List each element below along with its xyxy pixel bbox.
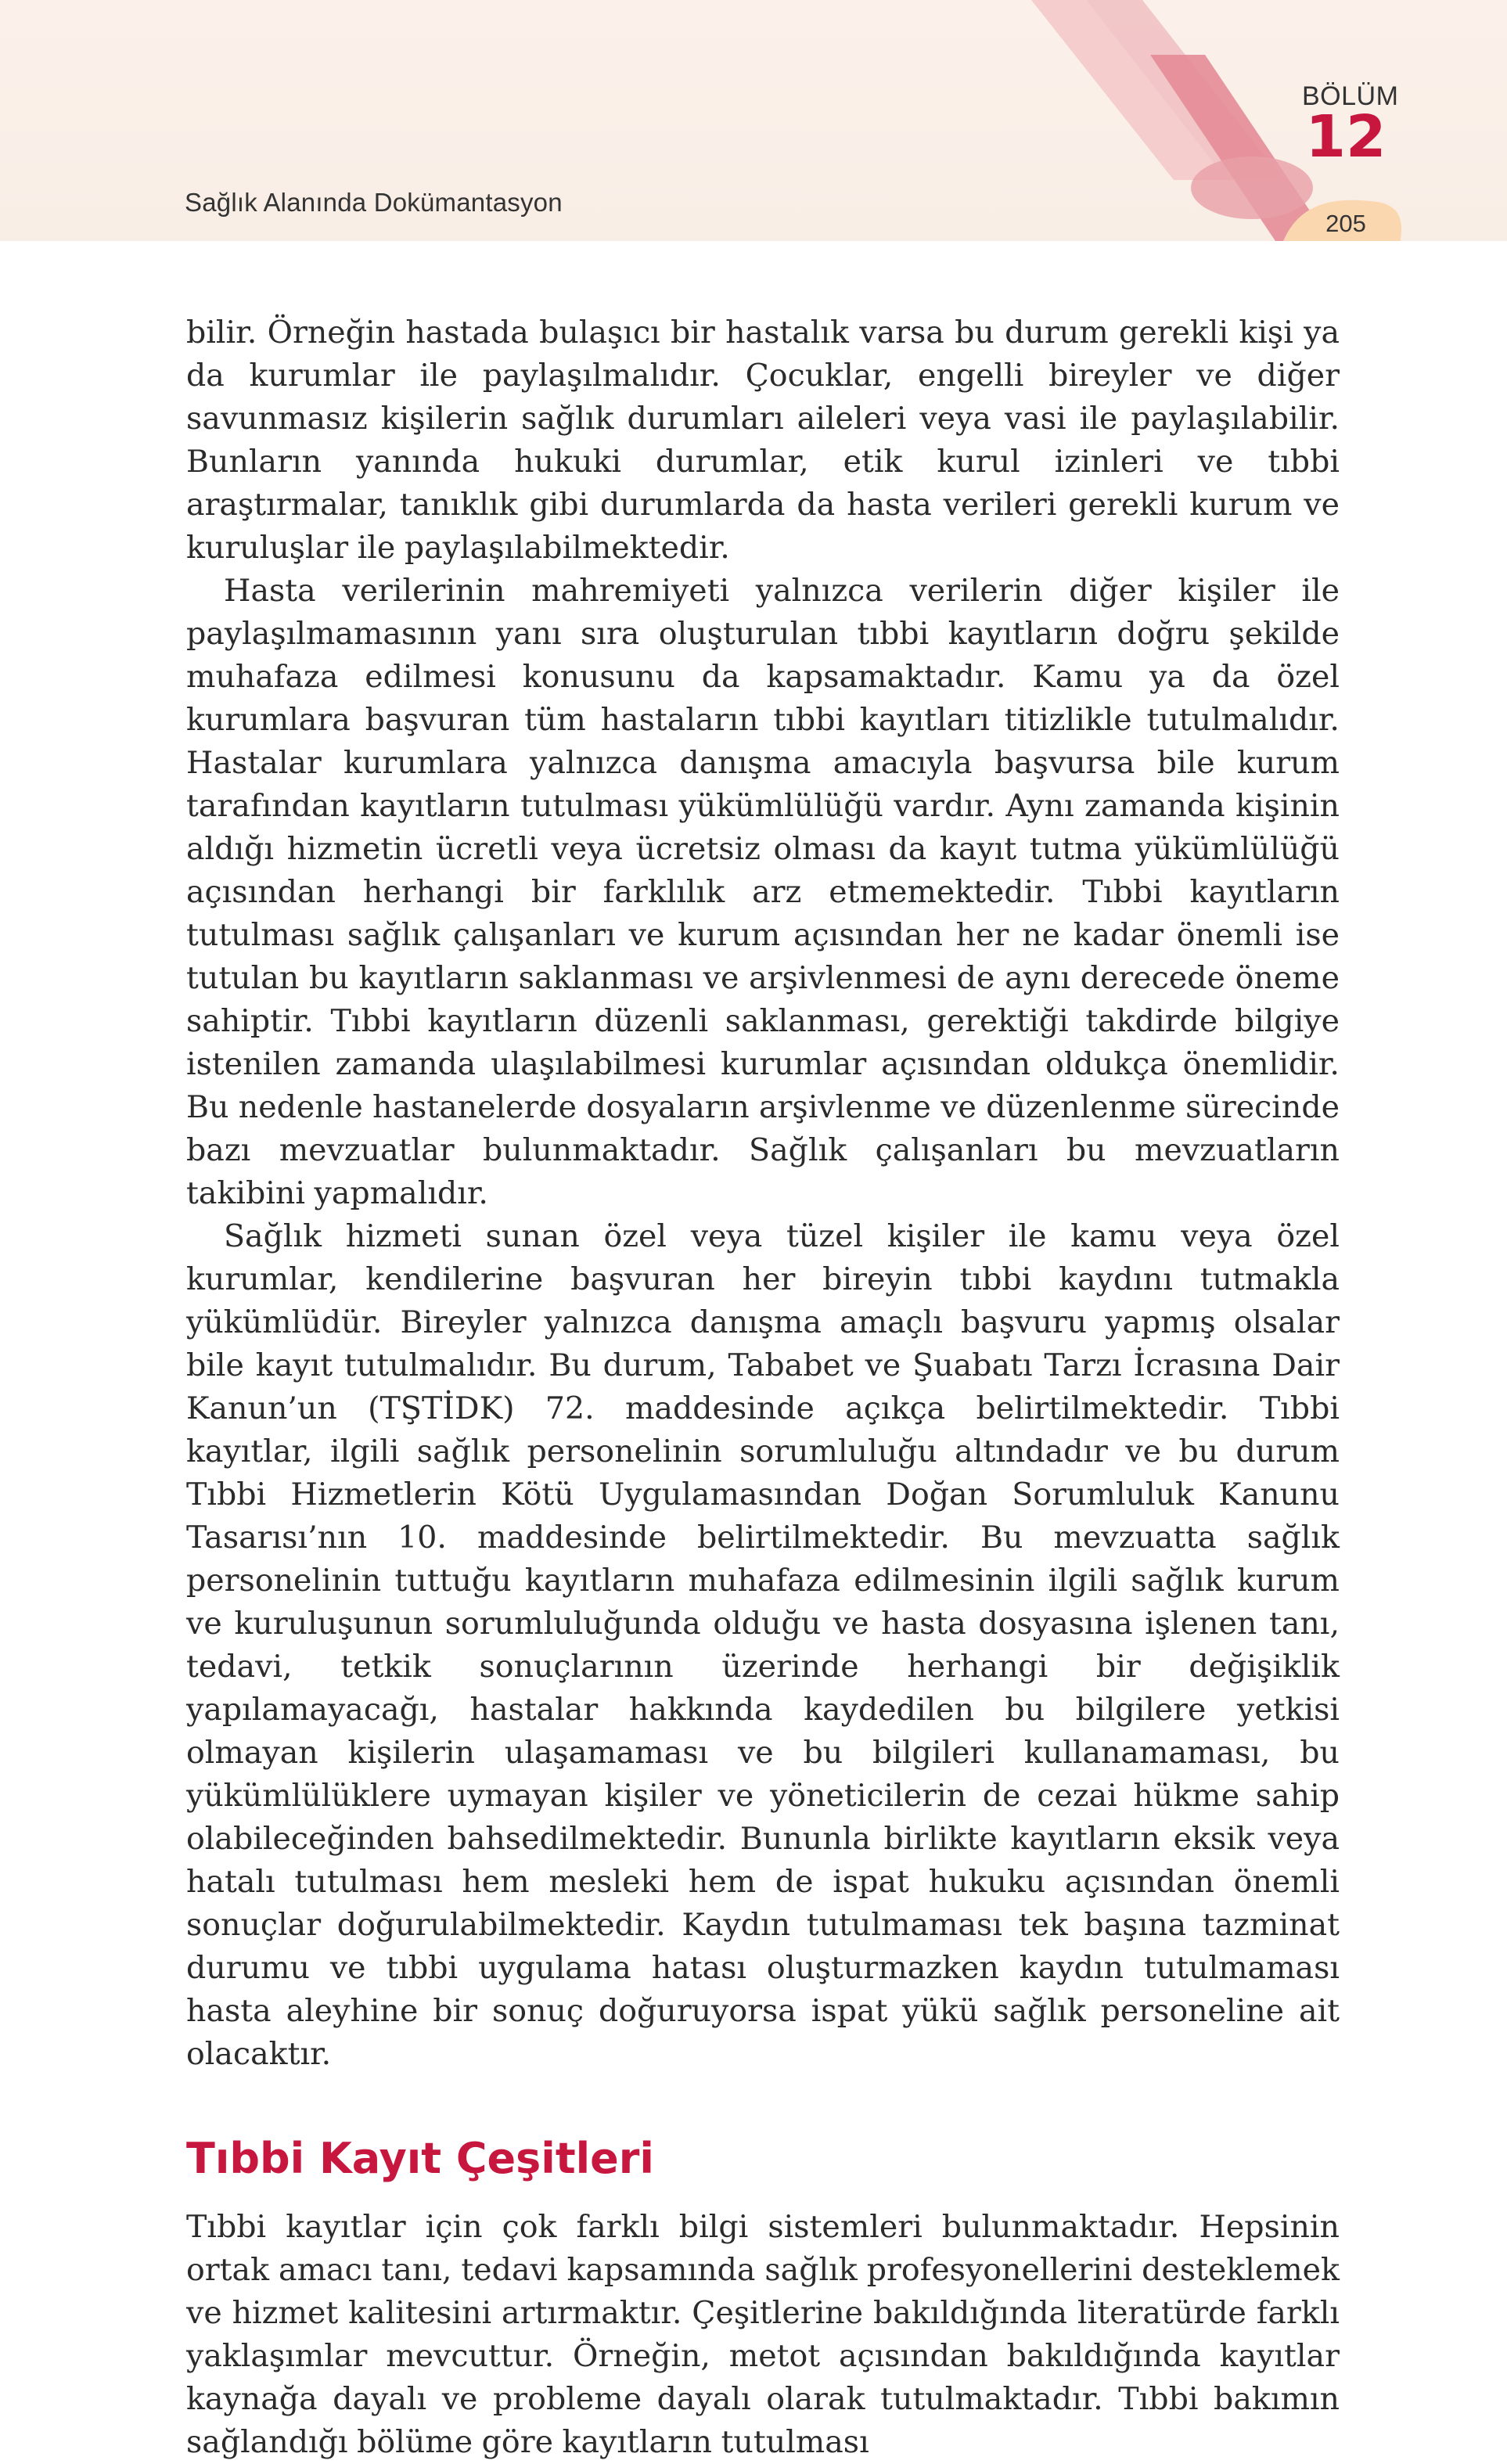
body-paragraph: Hasta verilerinin mahremiyeti yalnızca verilerin diğer kişiler ile paylaşılmamasının yanı sıra oluşturulan tıbbi kayıtların doğru şekilde muhafaza edilmesi konusunu da kapsamaktadır. Kamu ya da özel kurumlara başvuran tüm hastaların tıbbi kayıtları titizlikle tutulmalıdır. Hastalar kurumlara yalnızca danışma amacıyla başvursa bile kurum tarafından kayıtların tutulması yükümlülüğü vardır. Aynı zamanda kişinin aldığı hizmetin ücretli veya ücretsiz olması da kayıt tutma yükümlülüğü açısından herhangi bir farklılık arz etmemektedir. Tıbbi kayıtların tutulması sağlık çalışanları ve kurum açısından her ne kadar önemli ise tutulan bu kayıtların saklanması ve arşivlenmesi de aynı derecede öneme sahiptir. Tıbbi kayıtların düzenli saklanması, gerektiği takdirde bilgiye istenilen zamanda ulaşılabilmesi kurumlar açısından oldukça önemlidir. Bu nedenle hastanelerde dosyaların arşivlenme ve düzenlenme sürecinde bazı mevzuatlar bulunmaktadır. Sağlık çalışanları bu mevzuatların takibini yapmalıdır.	[186, 573, 1340, 1211]
section-paragraph: Tıbbi kayıtlar için çok farklı bilgi sistemleri bulunmaktadır. Hepsinin ortak amacı tanı, tedavi kapsamında sağlık profesyonellerini desteklemek ve hizmet kalitesini artırmaktır. Çeşitlerine bakıldığında literatürde farklı yaklaşımlar mevcuttur. Örneğin, metot açısından bakıldığında kayıtlar kaynağa dayalı ve probleme dayalı olarak tutulmaktadır. Tıbbi bakımın sağlandığı bölüme göre kayıtların tutulması	[186, 2209, 1340, 2460]
running-title: Sağlık Alanında Dokümantasyon	[185, 188, 563, 217]
body-paragraph: bilir. Örneğin hastada bulaşıcı bir hastalık varsa bu durum gerekli kişi ya da kurumlar ile paylaşılmalıdır. Çocuklar, engelli bireyler ve diğer savunmasız kişilerin sağlık durumları aileleri veya vasi ile paylaşılabilir. Bunların yanında hukuki durumlar, etik kurul izinleri ve tıbbi araştırmalar, tanıklık gibi durumlarda da hasta verileri gerekli kurum ve kuruluşlar ile paylaşılabilmektedir.	[186, 315, 1340, 566]
body-paragraph: Sağlık hizmeti sunan özel veya tüzel kişiler ile kamu veya özel kurumlar, kendilerine başvuran her bireyin tıbbi kaydını tutmakla yükümlüdür. Bireyler yalnızca danışma amaçlı başvuru yapmış olsalar bile kayıt tutulmalıdır. Bu durum, Tababet ve Şuabatı Tarzı İcrasına Dair Kanun’un (TŞTİDK) 72. maddesinde açıkça belirtilmektedir. Tıbbi kayıtlar, ilgili sağlık personelinin sorumluluğu altındadır ve bu durum Tıbbi Hizmetlerin Kötü Uygulamasından Doğan Sorumluluk Kanunu Tasarısı’nın 10. maddesinde belirtilmektedir. Bu mevzuatta sağlık personelinin tuttuğu kayıtların muhafaza edilmesinin ilgili sağlık kurum ve kuruluşunun sorumluluğunda olduğu ve hasta dosyasına işlenen tanı, tedavi, tetkik sonuçlarının üzerinde herhangi bir değişiklik yapılamayacağı, hastalar hakkında kaydedilen bu bilgilere yetkisi olmayan kişilerin ulaşamaması ve bu bilgileri kullanamaması, bu yükümlülüklere uymayan kişiler ve yöneticilerin de cezai hükme sahip olabileceğinden bahsedilmektedir. Bununla birlikte kayıtların eksik veya hatalı tutulması hem mesleki hem de ispat hukuku açısından önemli sonuçlar doğurulabilmektedir. Kaydın tutulmaması tek başına tazminat durumu ve tıbbi uygulama hatası oluşturmazken kaydın tutulmaması hasta aleyhine bir sonuç doğuruyorsa ispat yükü sağlık personeline ait olacaktır.	[186, 1218, 1340, 2072]
page-number: 205	[1325, 210, 1366, 237]
page-content	[186, 311, 1340, 2464]
chapter-number: 12	[1305, 103, 1387, 171]
section-heading: Tıbbi Kayıt Çeşitleri	[186, 2134, 654, 2183]
chapter-label: BÖLÜM	[1302, 81, 1399, 111]
page-header	[0, 0, 1507, 241]
